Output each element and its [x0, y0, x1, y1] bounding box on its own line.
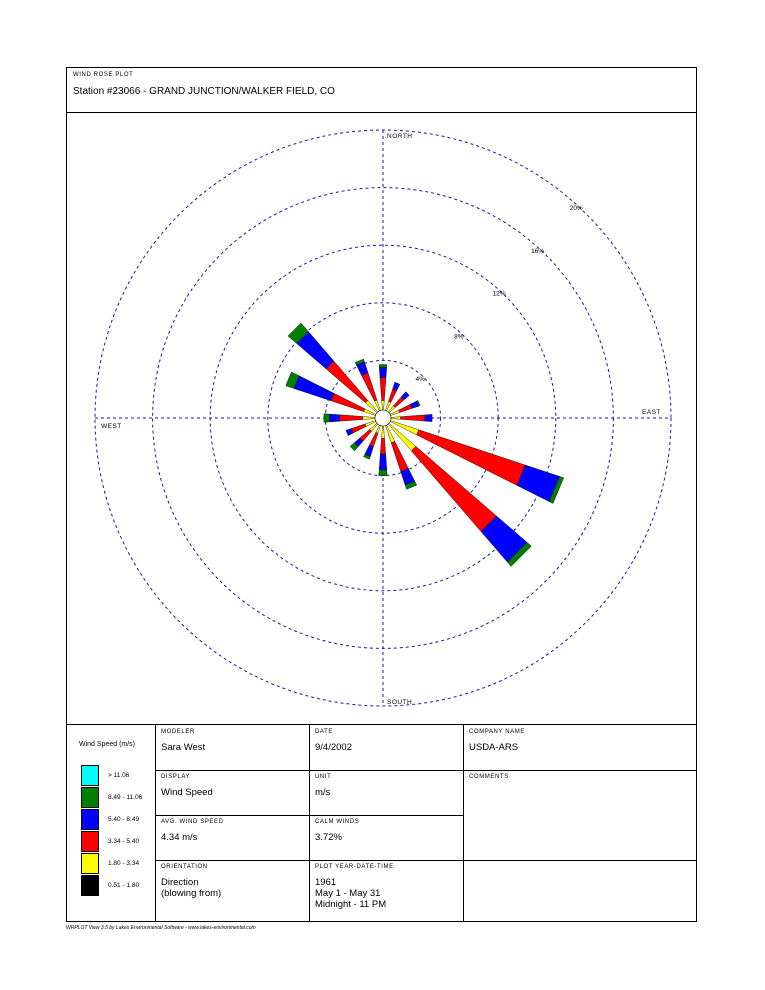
ring-label-16: 16%: [531, 247, 545, 255]
date-value: 9/4/2002: [315, 742, 352, 753]
petal-247.5-bin-2: [351, 424, 366, 433]
petal-22.5-bin-3: [393, 382, 400, 391]
orientation-line-1: Direction: [161, 877, 199, 888]
label-east: EAST: [642, 409, 661, 416]
date-cell: DATE 9/4/2002: [315, 729, 352, 753]
legend-label: 8.49 - 11.06: [108, 794, 143, 801]
petal-180-bin-3: [379, 454, 387, 470]
calm-winds-value: 3.72%: [315, 832, 342, 843]
modeler-value: Sara West: [161, 742, 206, 753]
petal-67.5-bin-2: [399, 404, 412, 412]
wind-rose-chart: [67, 113, 696, 725]
ring-label-8: 8%: [454, 333, 464, 341]
company-cell: COMPANY NAME USDA-ARS: [469, 729, 525, 753]
petal-225-bin-2: [360, 429, 372, 441]
petal-0-bin-2: [380, 378, 386, 401]
wind-rose-svg: [67, 113, 696, 723]
petal-112.5-bin-2: [417, 430, 526, 486]
petal-270-bin-4: [324, 414, 330, 423]
info-panel: [67, 725, 696, 921]
petal-0-bin-3: [379, 368, 386, 378]
unit-cell: UNIT m/s: [315, 774, 332, 798]
petal-90-bin-3: [425, 414, 432, 421]
period-dates: May 1 - May 31: [315, 888, 381, 899]
ring-label-20: 20%: [569, 204, 583, 212]
label-west: WEST: [101, 423, 122, 430]
petal-0-bin-4: [379, 365, 387, 368]
calm-center-circle: [375, 410, 391, 426]
display-cell: DISPLAY Wind Speed: [161, 774, 213, 798]
legend-swatch-cyan: [81, 765, 99, 786]
speed-legend: [67, 725, 155, 921]
legend-label: 3.34 - 5.40: [108, 838, 140, 845]
calm-winds-cell: CALM WINDS 3.72%: [315, 819, 360, 843]
plot-type-label: WIND ROSE PLOT: [73, 72, 134, 78]
legend-swatch-black: [81, 875, 99, 896]
petal-180-bin-4: [379, 470, 387, 476]
period-cell: PLOT YEAR-DATE-TIME 1961 May 1 - May 31 Midnight - 11 PM: [315, 864, 394, 910]
legend-label: > 11.06: [108, 772, 130, 779]
period-time: Midnight - 11 PM: [315, 899, 387, 910]
orientation-line-2: (blowing from): [161, 888, 222, 899]
ring-label-12: 12%: [492, 290, 506, 298]
petal-90-bin-2: [401, 415, 425, 421]
legend-label: 0.51 - 1.80: [108, 882, 140, 889]
legend-swatch-red: [81, 831, 99, 852]
legend-label: 1.80 - 3.34: [108, 860, 140, 867]
petal-180-bin-2: [380, 438, 385, 454]
legend-label: 5.40 - 8.49: [108, 816, 140, 823]
unit-value: m/s: [315, 787, 331, 798]
petal-270-bin-2: [340, 415, 363, 421]
company-value: USDA-ARS: [469, 742, 519, 753]
label-south: SOUTH: [387, 699, 413, 706]
petal-157.5-bin-1: [385, 423, 395, 442]
avg-speed-cell: AVG. WIND SPEED 4.34 m/s: [161, 819, 224, 843]
petal-292.5-bin-3: [294, 376, 334, 401]
petal-202.5-bin-2: [369, 432, 378, 447]
report-header: [67, 68, 696, 113]
avg-speed-value: 4.34 m/s: [161, 832, 198, 843]
orientation-cell: ORIENTATION Direction (blowing from): [161, 864, 222, 899]
period-year: 1961: [315, 877, 337, 888]
software-footer: WRPLOT View 3.5 by Lakes Environmental Software - www.lakes-environmental.com: [66, 925, 256, 931]
station-title: Station #23066 - GRAND JUNCTION/WALKER FIELD, CO: [73, 86, 335, 97]
petal-270-bin-3: [330, 414, 340, 422]
legend-swatch-green: [81, 787, 99, 808]
legend-swatch-blue: [81, 809, 99, 830]
petal-22.5-bin-2: [389, 389, 397, 402]
display-value: Wind Speed: [161, 787, 213, 798]
modeler-cell: MODELER Sara West: [161, 729, 206, 753]
legend-title: Wind Speed (m/s): [79, 741, 136, 748]
petal-157.5-bin-2: [391, 441, 408, 471]
label-north: NORTH: [387, 133, 413, 140]
legend-swatch-yellow: [81, 853, 99, 874]
ring-label-4: 4%: [415, 376, 425, 384]
wind-rose-report: [66, 67, 697, 922]
comments-cell: COMMENTS: [469, 774, 509, 780]
